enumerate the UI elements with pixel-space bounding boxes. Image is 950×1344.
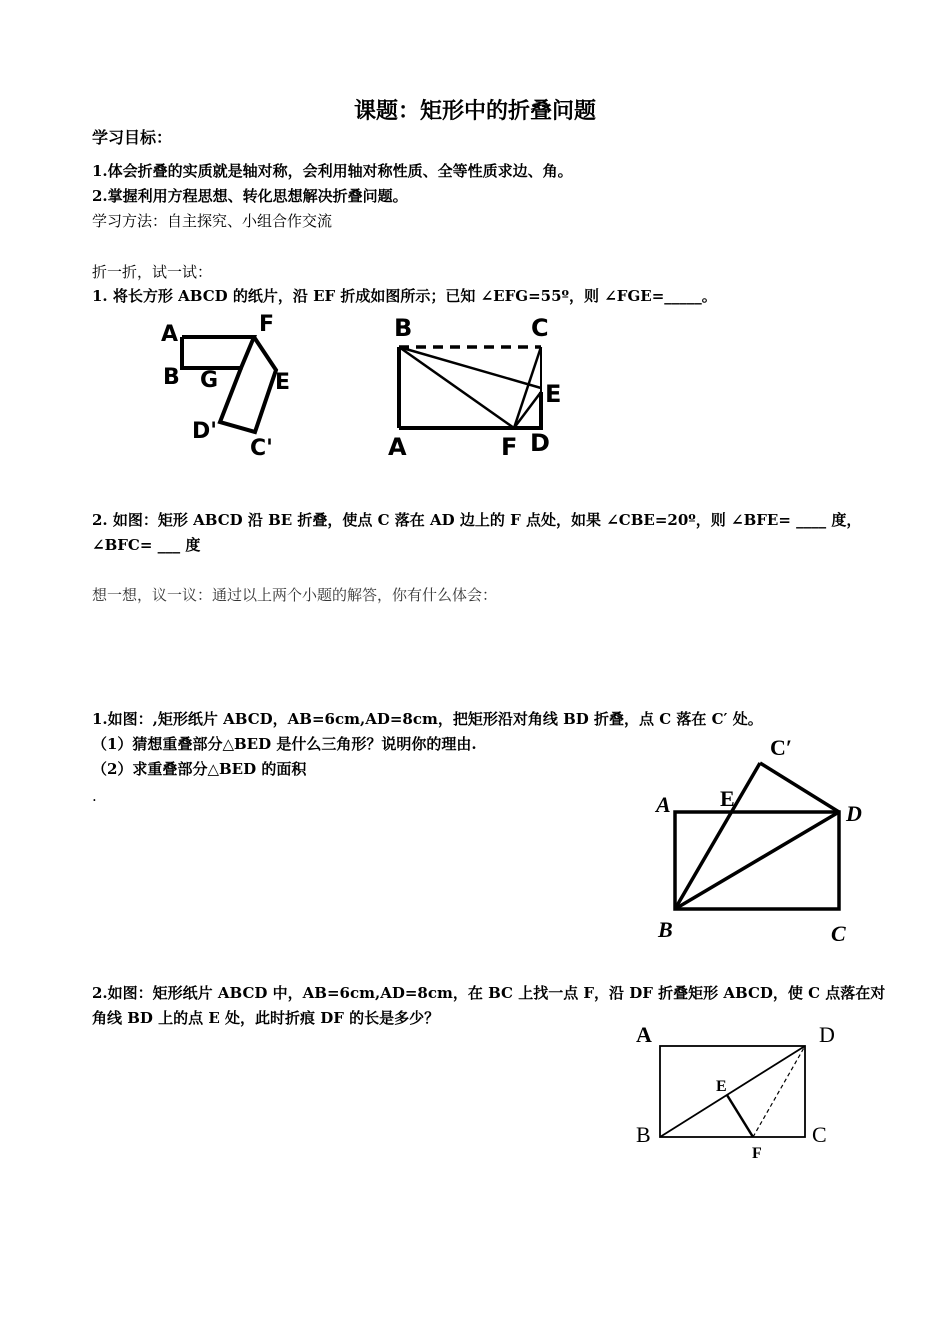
fig3-label-a: A xyxy=(656,792,671,817)
section1-heading: 折一折，试一试： xyxy=(92,263,213,281)
fig2-label-a: A xyxy=(388,433,407,461)
question-2-line-1: 2. 如图：矩形 ABCD 沿 BE 折叠，使点 C 落在 AD 边上的 F 点处，如果 ∠CBE=20º，则 ∠BFE= ____ 度， xyxy=(92,511,862,529)
fig4-label-e: E xyxy=(716,1078,727,1095)
reflection-prompt: 想一想，议一议：通过以上两个小题的解答，你有什么体会： xyxy=(92,586,498,604)
fig2-label-c: C xyxy=(531,314,549,342)
fig2-label-e: E xyxy=(545,380,562,408)
problem-1-sub-2: （2）求重叠部分△BED 的面积 xyxy=(92,760,307,778)
figure-2-rectangle-fold xyxy=(385,310,575,460)
fig1-label-f: F xyxy=(259,312,275,337)
page-title: 课题：矩形中的折叠问题 xyxy=(353,98,596,124)
fig3-label-c-prime: C′ xyxy=(770,735,793,760)
objectives-heading: 学习目标： xyxy=(92,128,173,147)
fig4-label-c: C xyxy=(812,1122,827,1147)
fig1-label-b: B xyxy=(163,365,180,390)
fig3-label-b: B xyxy=(658,917,673,942)
objective-item-2: 2.掌握利用方程思想、转化思想解决折叠问题。 xyxy=(92,187,408,205)
fig1-label-g: G xyxy=(200,368,219,393)
problem-1-line-1: 1.如图：,矩形纸片 ABCD，AB=6cm,AD=8cm，把矩形沿对角线 BD 折叠，点 C 落在 C′ 处。 xyxy=(92,710,763,728)
fig1-label-d-prime: D' xyxy=(192,419,217,444)
fig3-label-d: D xyxy=(846,801,862,826)
question-1: 1. 将长方形 ABCD 的纸片，沿 EF 折成如图所示；已知 ∠EFG=55º，则 ∠FGE=_____。 xyxy=(92,287,717,305)
figure-1-folded-strip xyxy=(158,310,308,460)
figure-4-fold-df xyxy=(630,1020,860,1170)
fig1-label-a: A xyxy=(161,322,179,347)
fig4-label-d: D xyxy=(819,1022,835,1047)
fig3-label-e: E xyxy=(720,786,735,811)
fig2-label-d: D xyxy=(530,429,550,457)
question-2-line-2: ∠BFC= ___ 度 xyxy=(92,536,201,554)
fig2-label-b: B xyxy=(394,314,413,342)
fig3-label-c: C xyxy=(831,921,846,946)
objective-item-1: 1.体会折叠的实质就是轴对称，会利用轴对称性质、全等性质求边、角。 xyxy=(92,162,573,180)
fig4-label-b: B xyxy=(636,1122,651,1147)
problem-1-sub-1: （1）猜想重叠部分△BED 是什么三角形？说明你的理由. xyxy=(92,735,477,753)
problem-2-line-1: 2.如图：矩形纸片 ABCD 中，AB=6cm,AD=8cm，在 BC 上找一点 F，沿 DF 折叠矩形 ABCD，使 C 点落在对 xyxy=(92,984,886,1002)
fig4-label-a: A xyxy=(636,1022,652,1047)
figure-3-diagonal-fold xyxy=(650,735,870,945)
fig1-label-c-prime: C' xyxy=(250,436,273,461)
fig2-label-f: F xyxy=(501,433,518,461)
learning-method: 学习方法：自主探究、小组合作交流 xyxy=(92,212,333,230)
problem-1-dot: . xyxy=(92,787,97,805)
fig1-label-e: E xyxy=(275,370,291,395)
fig4-label-f: F xyxy=(752,1145,762,1162)
problem-2-line-2: 角线 BD 上的点 E 处，此时折痕 DF 的长是多少？ xyxy=(92,1009,440,1027)
